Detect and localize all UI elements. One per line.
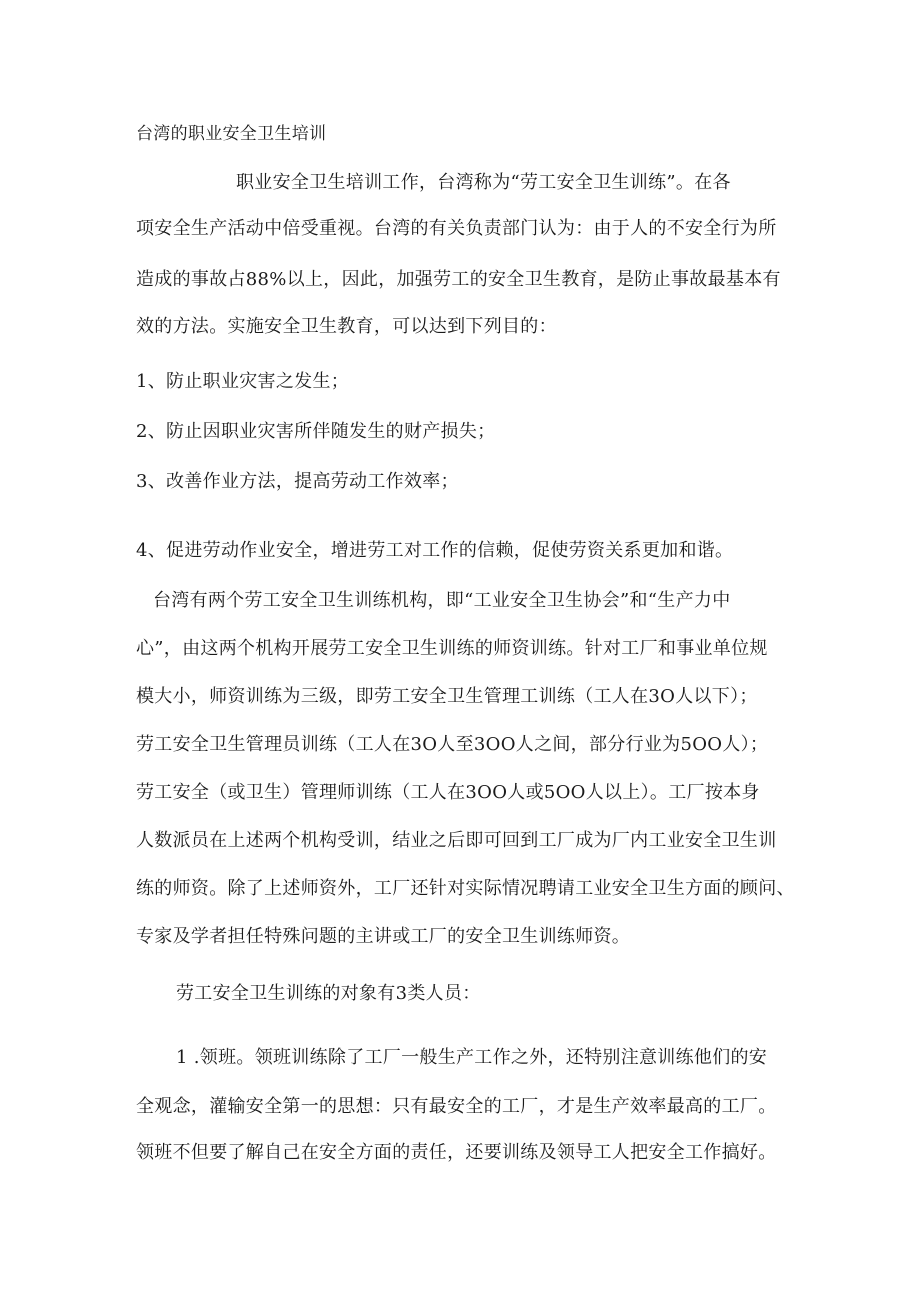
intro-line: 职业安全卫生培训工作，台湾称为“劳工安全卫生训练”。在各 (236, 172, 731, 193)
foreman-line: 1 .领班。领班训练除了工厂一般生产工作之外，还特别注意训练他们的安 (176, 1047, 768, 1068)
intro-line: 造成的事故占88%以上，因此，加强劳工的安全卫生教育，是防止事故最基本有 (136, 269, 781, 290)
foreman-line: 全观念，灌输安全第一的思想：只有最安全的工厂，才是生产效率最高的工厂。 (136, 1096, 777, 1117)
goal-item: 1、防止职业灾害之发生； (136, 371, 350, 392)
document-title: 台湾的职业安全卫生培训 (136, 124, 327, 144)
institutions-line: 人数派员在上述两个机构受训，结业之后即可回到工厂成为厂内工业安全卫生训 (136, 830, 777, 851)
institutions-line: 练的师资。除了上述师资外，工厂还针对实际情况聘请工业安全卫生方面的顾问、 (136, 878, 795, 899)
targets-intro: 劳工安全卫生训练的对象有3类人员： (176, 983, 481, 1004)
institutions-line: 心”，由这两个机构开展劳工安全卫生训练的师资训练。针对工厂和事业单位规 (136, 638, 768, 659)
institutions-line: 劳工安全卫生管理员训练（工人在3O人至3OO人之间，部分行业为5OO人）； (136, 734, 769, 755)
institutions-line: 模大小，师资训练为三级，即劳工安全卫生管理工训练（工人在3O人以下）； (136, 686, 758, 707)
institutions-line: 专家及学者担任特殊问题的主讲或工厂的安全卫生训练师资。 (136, 926, 631, 947)
goal-item: 3、改善作业方法，提高劳动工作效率； (136, 471, 459, 492)
goal-item: 2、防止因职业灾害所伴随发生的财产损失； (136, 421, 496, 442)
goal-item: 4、促进劳动作业安全，增进劳工对工作的信赖，促使劳资关系更加和谐。 (136, 540, 734, 561)
intro-line: 项安全生产活动中倍受重视。台湾的有关负责部门认为：由于人的不安全行为所 (136, 218, 777, 239)
intro-line: 效的方法。实施安全卫生教育，可以达到下列目的： (136, 316, 557, 337)
institutions-line: 劳工安全（或卫生）管理师训练（工人在3OO人或5OO人以上）。工厂按本身 (136, 782, 760, 803)
foreman-line: 领班不但要了解自己在安全方面的责任，还要训练及领导工人把安全工作搞好。 (136, 1142, 777, 1163)
institutions-line: 台湾有两个劳工安全卫生训练机构，即“工业安全卫生协会”和“生产力中 (153, 590, 731, 611)
